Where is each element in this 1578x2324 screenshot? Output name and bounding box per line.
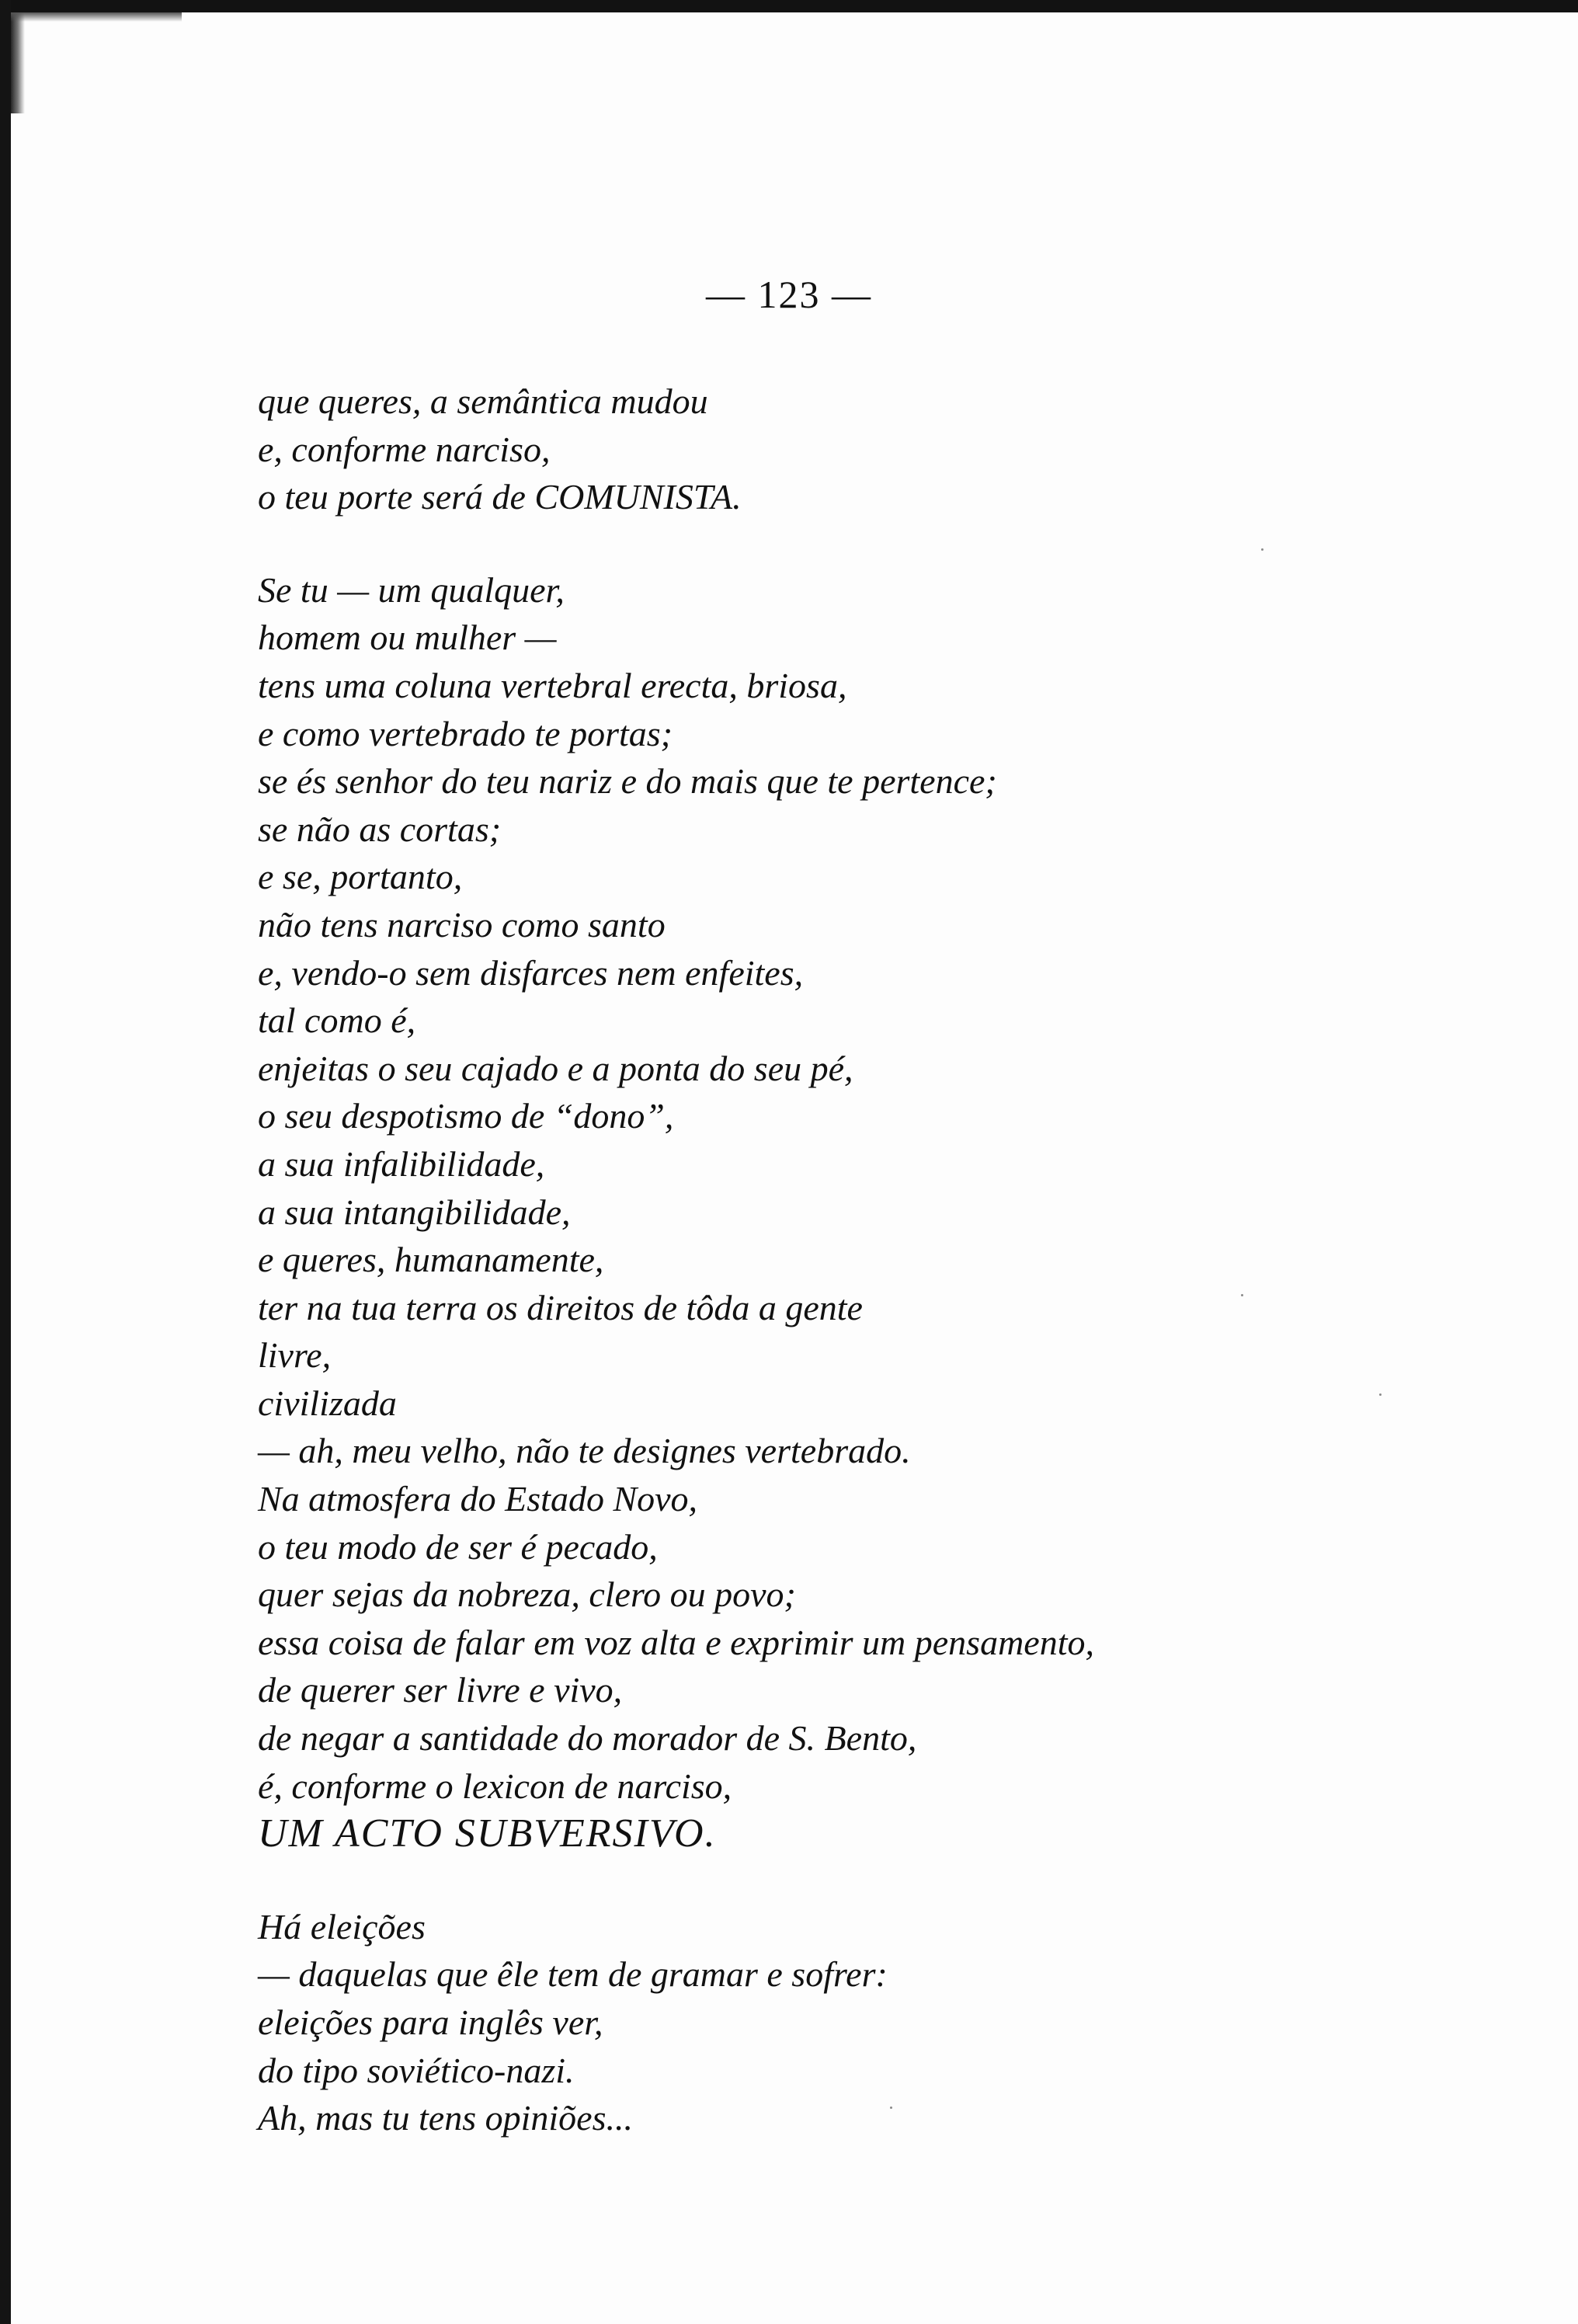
poem-line: de querer ser livre e vivo,: [258, 1670, 623, 1710]
stanza: [258, 566, 1539, 1858]
poem-line: a sua intangibilidade,: [258, 1192, 571, 1232]
paper-speck: [890, 2107, 892, 2109]
poem-line: ter na tua terra os direitos de tôda a gente: [258, 1287, 863, 1327]
poem-line: é, conforme o lexicon de narciso,: [258, 1766, 732, 1806]
poem-line: de negar a santidade do morador de S. Bento,: [258, 1718, 917, 1759]
poem-line: e, vendo-o sem disfarces nem enfeites,: [258, 952, 804, 993]
poem-line: eleições para inglês ver,: [258, 2002, 603, 2042]
poem-line: que queres, a semântica mudou: [258, 381, 708, 421]
stanza: [258, 1903, 1539, 2142]
poem-line: homem ou mulher —: [258, 618, 557, 658]
poem-line: a sua infalibilidade,: [258, 1143, 545, 1184]
poem-line: tal como é,: [258, 1000, 416, 1041]
poem-line: e queres, humanamente,: [258, 1240, 604, 1280]
poem-line: o teu porte será de COMUNISTA.: [258, 477, 742, 517]
poem-line: e se, portanto,: [258, 857, 463, 897]
scan-top-border: [0, 0, 1578, 12]
poem-line: essa coisa de falar em voz alta e exprimir um pensamento,: [258, 1622, 1095, 1662]
poem-line: tens uma coluna vertebral erecta, briosa,: [258, 665, 847, 705]
poem-line: o seu despotismo de “dono”,: [258, 1096, 674, 1136]
poem-line: e como vertebrado te portas;: [258, 713, 673, 753]
paper-speck: [1241, 1294, 1243, 1296]
poem-text: [258, 377, 1539, 2187]
poem-line: livre,: [258, 1335, 332, 1376]
page-number: — 123 —: [706, 273, 872, 316]
paper-speck: [1261, 548, 1263, 551]
scan-top-shadow: [11, 12, 182, 22]
poem-line: UM ACTO SUBVERSIVO.: [258, 1811, 717, 1856]
poem-line: e, conforme narciso,: [258, 429, 551, 469]
poem-line: do tipo soviético-nazi.: [258, 2050, 575, 2090]
scan-corner-shadow: [11, 12, 25, 113]
poem-line: se não as cortas;: [258, 809, 502, 849]
poem-line: se és senhor do teu nariz e do mais que te pertence;: [258, 761, 997, 802]
poem-line: — ah, meu velho, não te designes vertebrado.: [258, 1431, 911, 1471]
stanza: [258, 377, 1539, 521]
paper-speck: [1379, 1393, 1382, 1396]
poem-line: o teu modo de ser é pecado,: [258, 1526, 658, 1567]
poem-line: Há eleições: [258, 1906, 426, 1947]
poem-line: Se tu — um qualquer,: [258, 569, 565, 610]
poem-line: Na atmosfera do Estado Novo,: [258, 1479, 698, 1519]
poem-line: quer sejas da nobreza, clero ou povo;: [258, 1574, 796, 1615]
poem-line: civilizada: [258, 1383, 397, 1423]
poem-line: Ah, mas tu tens opiniões...: [258, 2098, 633, 2138]
poem-line: enjeitas o seu cajado e a ponta do seu pé,: [258, 1048, 853, 1088]
poem-line: — daquelas que êle tem de gramar e sofrer:: [258, 1954, 888, 1995]
poem-line: não tens narciso como santo: [258, 904, 666, 945]
scan-left-border: [0, 0, 11, 2324]
